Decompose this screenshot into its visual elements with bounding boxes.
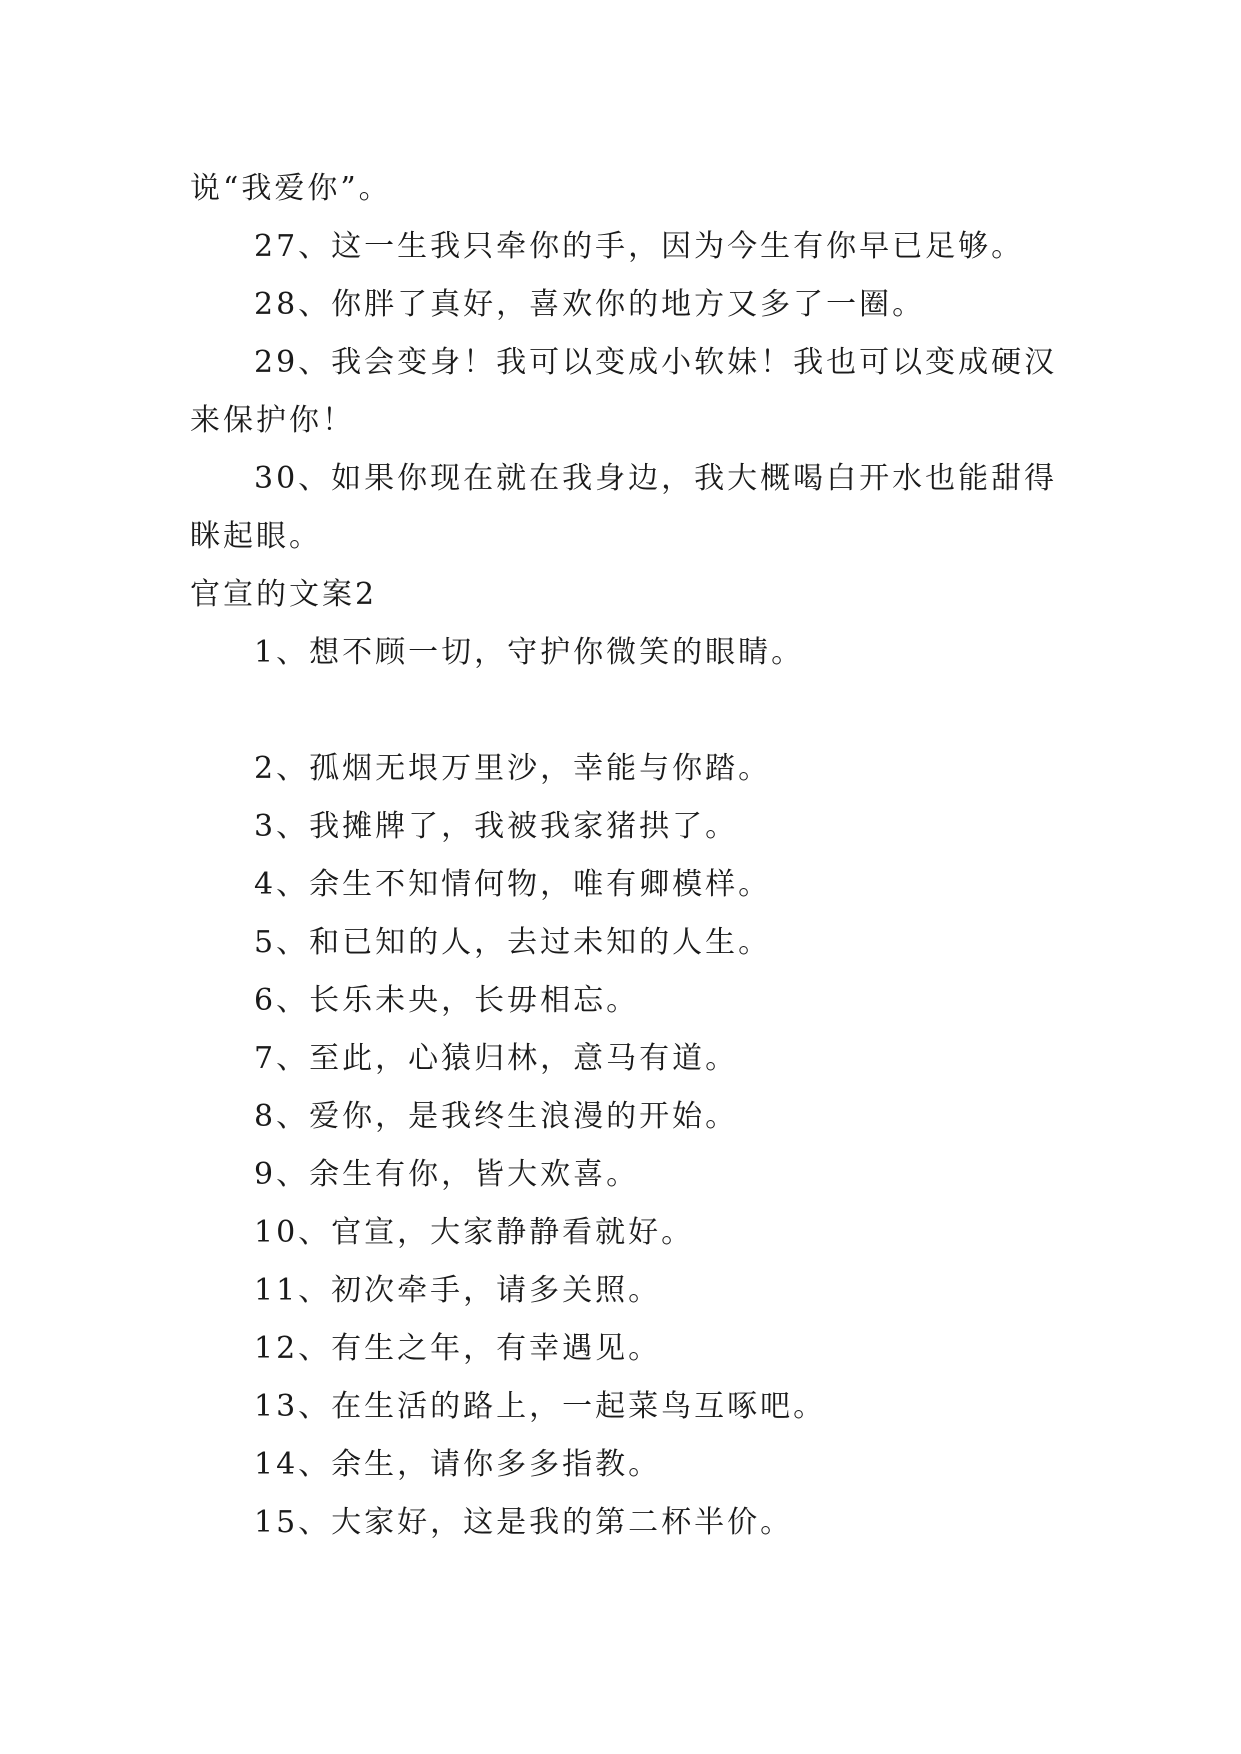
document-body	[190, 160, 1060, 1552]
list-item: 5、和已知的人，去过未知的人生。	[254, 925, 772, 960]
list-item: 1、想不顾一切，守护你微笑的眼睛。	[254, 635, 805, 670]
list-item: 7、至此，心猿归林，意马有道。	[254, 1041, 739, 1076]
list-item: 29、我会变身！我可以变成小软妹！我也可以变成硬汉来保护你！	[190, 345, 1058, 438]
list-item: 10、官宣，大家静静看就好。	[254, 1215, 695, 1250]
continuation-line: 说“我爱你”。	[190, 171, 392, 206]
list-item: 27、这一生我只牵你的手，因为今生有你早已足够。	[254, 229, 1025, 264]
section-heading: 官宣的文案2	[190, 577, 378, 612]
list-item: 15、大家好，这是我的第二杯半价。	[254, 1505, 794, 1540]
list-item: 13、在生活的路上，一起菜鸟互啄吧。	[254, 1389, 827, 1424]
list-item: 6、长乐未央，长毋相忘。	[254, 983, 640, 1018]
blank-line	[190, 682, 1060, 740]
list-item: 14、余生，请你多多指教。	[254, 1447, 662, 1482]
list-item: 30、如果你现在就在我身边，我大概喝白开水也能甜得眯起眼。	[190, 461, 1058, 554]
list-item: 4、余生不知情何物，唯有卿模样。	[254, 867, 772, 902]
list-item: 9、余生有你，皆大欢喜。	[254, 1157, 640, 1192]
list-item: 8、爱你，是我终生浪漫的开始。	[254, 1099, 739, 1134]
list-item: 11、初次牵手，请多关照。	[254, 1273, 662, 1308]
list-item: 12、有生之年，有幸遇见。	[254, 1331, 662, 1366]
list-item: 28、你胖了真好，喜欢你的地方又多了一圈。	[254, 287, 926, 322]
list-item: 3、我摊牌了，我被我家猪拱了。	[254, 809, 739, 844]
list-item: 2、孤烟无垠万里沙，幸能与你踏。	[254, 751, 772, 786]
